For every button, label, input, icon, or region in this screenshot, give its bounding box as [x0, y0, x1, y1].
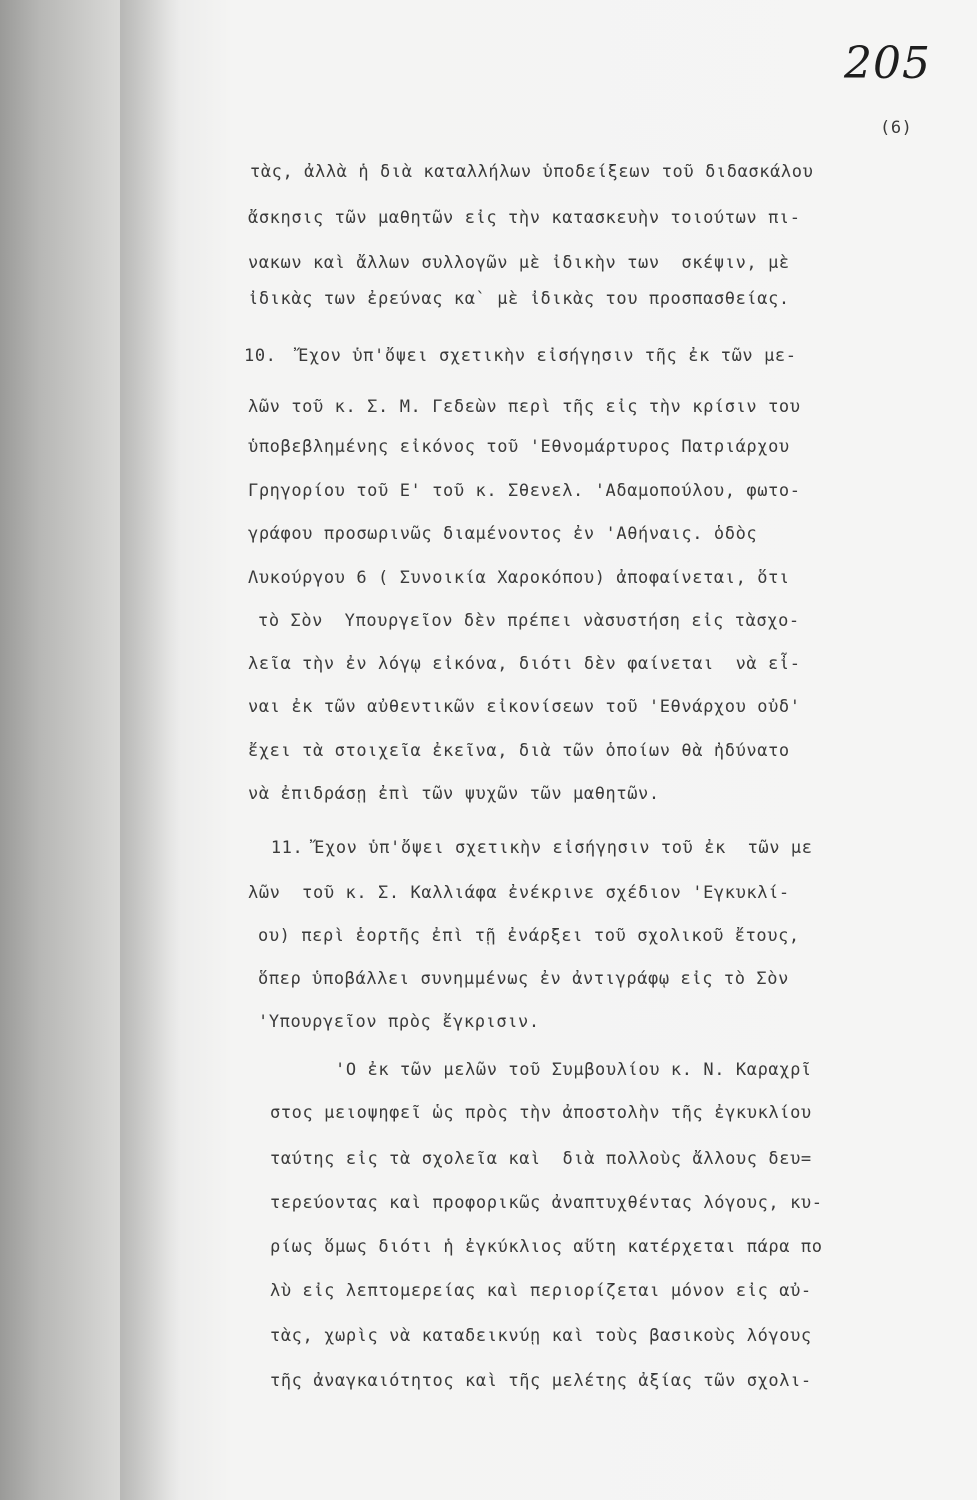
- text-line: νὰ ἐπιδράσῃ ἐπὶ τῶν ψυχῶν τῶν μαθητῶν.: [248, 784, 660, 804]
- text-line: 11. Ἔχον ὑπ'ὄψει σχετικὴν εἰσήγησιν τοῦ ἐκ τῶν με: [260, 838, 813, 858]
- text-line: 10. Ἔχον ὑπ'ὄψει σχετικὴν εἰσήγησιν τῆς ἐκ τῶν με-: [244, 346, 797, 366]
- text-line: 'Ο ἐκ τῶν μελῶν τοῦ Συμβουλίου κ. Ν. Καραχρῖ: [270, 1060, 812, 1080]
- handwritten-page-number: 205: [844, 38, 931, 89]
- text-line: τὰς, χωρὶς νὰ καταδεικνύῃ καὶ τοὺς βασικοὺς λόγους: [270, 1326, 812, 1346]
- text-line: ὅπερ ὑποβάλλει συνημμένως ἐν ἀντιγράφῳ εἰς τὸ Σὸν: [258, 969, 789, 989]
- text-line: ὑποβεβλημένης εἰκόνος τοῦ 'Εθνομάρτυρος Πατριάρχου: [248, 437, 790, 457]
- text-line: νακων καὶ ἄλλων συλλογῶν μὲ ἰδικὴν των σκέψιν, μὲ: [248, 253, 790, 273]
- text-line: λεῖα τὴν ἐν λόγῳ εἰκόνα, διότι δὲν φαίνεται νὰ εἶ-: [248, 654, 801, 674]
- text-line: τὸ Σὸν Υπουργεῖον δὲν πρέπει νὰσυστήση εἰς τὰσχο-: [258, 611, 800, 631]
- text-line: 'Υπουργεῖον πρὸς ἔγκρισιν.: [258, 1012, 540, 1032]
- text-line: στος μειοψηφεῖ ὡς πρὸς τὴν ἀποστολὴν τῆς ἐγκυκλίου: [270, 1103, 812, 1123]
- text-line: λῶν τοῦ κ. Σ. Καλλιάφα ἐνέκρινε σχέδιον 'Εγκυκλί-: [248, 883, 790, 903]
- text-line: ἄσκησις τῶν μαθητῶν εἰς τὴν κατασκευὴν τοιούτων πι-: [248, 208, 801, 228]
- text-line: ἔχει τὰ στοιχεῖα ἐκεῖνα, διὰ τῶν ὁποίων θὰ ἠδύνατο: [248, 741, 790, 761]
- text-line: λῶν τοῦ κ. Σ. Μ. Γεδεὼν περὶ τῆς εἰς τὴν κρίσιν του: [248, 397, 801, 417]
- text-line: τὰς, ἀλλὰ ἡ διὰ καταλλήλων ὑποδείξεων τοῦ διδασκάλου: [250, 162, 814, 182]
- text-line: ου) περὶ ἑορτῆς ἐπὶ τῇ ἐνάρξει τοῦ σχολικοῦ ἔτους,: [258, 926, 800, 946]
- text-line: ρίως ὅμως διότι ἡ ἐγκύκλιος αὕτη κατέρχεται πάρα πο: [270, 1237, 823, 1257]
- text-line: τῆς ἀναγκαιότητος καὶ τῆς μελέτης ἀξίας τῶν σχολι-: [270, 1371, 812, 1391]
- text-line: ναι ἐκ τῶν αὐθεντικῶν εἰκονίσεων τοῦ 'Εθνάρχου οὐδ': [248, 697, 801, 717]
- text-line: Γρηγορίου τοῦ Ε' τοῦ κ. Σθενελ. 'Αδαμοπούλου, φωτο-: [248, 481, 801, 501]
- binding-shadow: [120, 0, 180, 1500]
- text-line: γράφου προσωρινῶς διαμένοντος ἐν 'Αθήναις. ὁδὸς: [248, 524, 758, 544]
- text-line: Λυκούργου 6 ( Συνοικία Χαροκόπου) ἀποφαίνεται, ὅτι: [248, 568, 790, 588]
- text-line: ταύτης εἰς τὰ σχολεῖα καὶ διὰ πολλοὺς ἄλλους δευ=: [270, 1149, 812, 1169]
- typed-page-number: (6): [880, 118, 913, 138]
- text-line: ἰδικὰς των ἐρεύνας κα` μὲ ἰδικὰς του προσπασθείας.: [248, 289, 790, 309]
- text-line: τερεύοντας καὶ προφορικῶς ἀναπτυχθέντας λόγους, κυ-: [270, 1193, 823, 1213]
- text-line: λὺ εἰς λεπτομερείας καὶ περιορίζεται μόνον εἰς αὐ-: [270, 1281, 812, 1301]
